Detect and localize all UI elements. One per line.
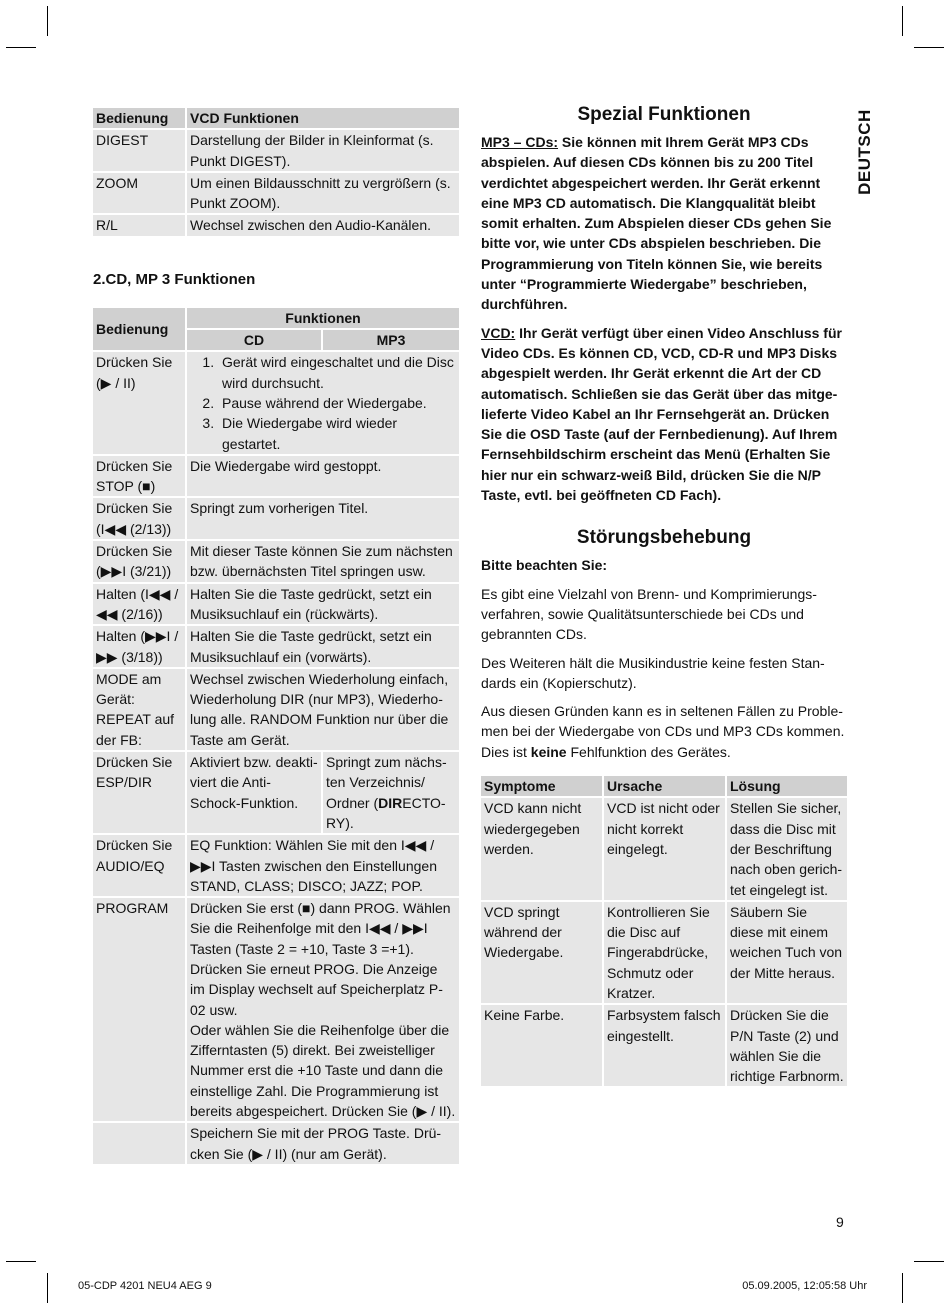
- table-row: [93, 173, 459, 214]
- troubleshooting-table: [479, 774, 849, 1088]
- right-column: [481, 104, 847, 1088]
- table-cell: VCD springt während der Wiedergabe.: [481, 902, 602, 1003]
- crop-mark: [47, 6, 48, 36]
- table-header: VCD Funktionen: [187, 108, 459, 128]
- table-cell: Keine Farbe.: [481, 1005, 602, 1086]
- paragraph: Des Weiteren hält die Musikindustrie keine festen Stan-dards ein (Kopierschutz).: [481, 654, 825, 691]
- table-cell: [323, 752, 459, 833]
- crop-mark: [914, 47, 944, 48]
- section-title: Spezial Funktionen: [577, 104, 751, 125]
- table-cell: Die Wiedergabe wird gestoppt.: [187, 456, 459, 497]
- table-header: Funktionen: [187, 308, 459, 328]
- table-cell: Speichern Sie mit der PROG Taste. Drü-cken Sie (▶ / II) (nur am Gerät).: [187, 1123, 459, 1164]
- table-cell: Halten Sie die Taste gedrückt, setzt ein Musiksuchlauf ein (vorwärts).: [187, 626, 459, 667]
- paragraph-bold: keine: [530, 743, 567, 760]
- list-item: 3. Die Wiedergabe wird wieder gestartet.: [218, 413, 456, 454]
- table-row: [93, 456, 459, 497]
- cd-mp3-functions-table: [91, 306, 461, 1166]
- paragraph: Es gibt eine Vielzahl von Brenn- und Komprimierungs-verfahren, sowie Qualitätsunterschiede bei CDs und gebrannten CDs.: [481, 585, 817, 643]
- paragraph-lead: VCD:: [481, 324, 516, 341]
- table-cell: Halten Sie die Taste gedrückt, setzt ein Musiksuchlauf ein (rückwärts).: [187, 584, 459, 625]
- table-row: [481, 1005, 847, 1086]
- paragraph: [481, 701, 847, 762]
- table-row: [93, 669, 459, 750]
- table-cell: Drücken Sie (▶▶I (3/21)): [93, 541, 185, 582]
- paragraph-text: Aus diesen Gründen kann es in seltenen Fällen zu Proble-men bei der Wiedergabe von CDs und MP3 CDs kommen. Dies ist: [481, 703, 845, 760]
- table-cell: Drücken Sie STOP (■): [93, 456, 185, 497]
- cell-text: Springt zum nächs-ten Verzeichnis/ Ordner (: [326, 754, 447, 811]
- table-row: [93, 498, 459, 539]
- list-item: 2. Pause während der Wiedergabe.: [218, 393, 456, 413]
- section-title: Störungsbehebung: [576, 527, 752, 549]
- paragraph-text: Sie können mit Ihrem Gerät MP3 CDs abspielen. Auf diesen CDs können bis zu 200 Titel verdichtet abgespeichert werden. Ihr Gerät erkennt eine MP3 CD automatisch. Die Klangqualität bleibt somit erhalten. Zum Abspielen dieser CDs gehen Sie bitte vor, wie unter CDs abspielen beschrieben. Die Programmierung von Titeln können Sie, wie bereits unter “Programmierte Wiedergabe” beschrieben, durchführen.: [481, 134, 832, 313]
- paragraph: [481, 323, 847, 506]
- cell-line: Drücken Sie erneut PROG. Die Anzeige im Display wechselt auf Speicherplatz P-02 usw.: [190, 960, 443, 1018]
- table-row: [93, 752, 459, 833]
- table-header: Lösung: [727, 776, 847, 796]
- section-heading: 2.CD, MP 3 Funktionen: [93, 270, 256, 288]
- table-cell: ZOOM: [93, 173, 185, 214]
- left-column: [93, 106, 459, 1166]
- table-cell: [187, 898, 459, 1121]
- table-cell: Drücken Sie ESP/DIR: [93, 752, 185, 833]
- table-row: [93, 541, 459, 582]
- paragraph-text: Fehlfunktion des Gerätes.: [566, 743, 731, 760]
- table-cell: Drücken Sie (I◀◀ (2/13)): [93, 498, 185, 539]
- paragraph-text: Ihr Gerät verfügt über einen Video Anschluss für Video CDs. Es können CD, VCD, CD-R und MP3 Disks abgespielt werden. Ihr Gerät erkennt die Art der CD automatisch. Schließen sie das Gerät über das mitge-lieferte Video Kabel an Ihr Fernsehgerät an. Drücken Sie die OSD Taste (auf der Fernbedienung). Auf Ihrem Fernsehbildschirm erscheint das Menü (Erhalten Sie hier nur ein schwarz-weiß Bild, drücken Sie die N/P Taste, evtl. bei geöffneten CD Fach).: [481, 324, 842, 504]
- footer-timestamp: 05.09.2005, 12:05:58 Uhr: [742, 1280, 867, 1292]
- table-header: Bedienung: [93, 108, 185, 128]
- list-item: 1. Gerät wird eingeschaltet und die Disc wird durchsucht.: [218, 352, 456, 393]
- table-header: CD: [187, 330, 321, 350]
- crop-mark: [47, 1273, 48, 1303]
- table-row: [481, 798, 847, 899]
- table-cell: Mit dieser Taste können Sie zum nächsten bzw. übernächsten Titel springen usw.: [187, 541, 459, 582]
- table-cell: EQ Funktion: Wählen Sie mit den I◀◀ / ▶▶I Tasten zwischen den Einstellungen STAND, CLASS; DISCO; JAZZ; POP.: [187, 835, 459, 896]
- table-header: Symptome: [481, 776, 602, 796]
- table-row: [93, 130, 459, 171]
- table-row: [93, 626, 459, 667]
- table-cell: MODE am Gerät: REPEAT auf der FB:: [93, 669, 185, 750]
- table-cell: Drücken Sie AUDIO/EQ: [93, 835, 185, 896]
- table-cell: PROGRAM: [93, 898, 185, 1121]
- table-cell: Halten (▶▶I / ▶▶ (3/18)): [93, 626, 185, 667]
- table-cell: Farbsystem falsch eingestellt.: [604, 1005, 725, 1086]
- table-row: [93, 352, 459, 453]
- crop-mark: [6, 47, 36, 48]
- table-row: [481, 902, 847, 1003]
- table-cell: DIGEST: [93, 130, 185, 171]
- language-label: DEUTSCH: [855, 109, 874, 195]
- table-cell: VCD kann nicht wiedergegeben werden.: [481, 798, 602, 899]
- table-cell: Säubern Sie diese mit einem weichen Tuch von der Mitte heraus.: [727, 902, 847, 1003]
- table-cell: Drücken Sie (▶ / II): [93, 352, 185, 453]
- footer-file-info: 05-CDP 4201 NEU4 AEG 9: [78, 1280, 212, 1292]
- cell-text: ECTO-RY).: [326, 794, 446, 831]
- paragraph: [481, 132, 847, 315]
- table-cell: Wechsel zwischen den Audio-Kanälen.: [187, 215, 459, 235]
- crop-mark: [902, 6, 903, 36]
- table-cell: Aktiviert bzw. deakti-viert die Anti-Schock-Funktion.: [187, 752, 321, 833]
- table-row: [93, 1123, 459, 1164]
- table-cell: Um einen Bildausschnitt zu vergrößern (s. Punkt ZOOM).: [187, 173, 459, 214]
- table-cell: VCD ist nicht oder nicht korrekt eingelegt.: [604, 798, 725, 899]
- table-header: MP3: [323, 330, 459, 350]
- crop-mark: [914, 1261, 944, 1262]
- cell-line: Oder wählen Sie die Reihenfolge über die Zifferntasten (5) direkt. Bei zweistelliger Nummer erst die +10 Taste und dann die einstellige Zahl. Die Programmierung ist bereits abgespeichert. Drücken Sie (▶ / II).: [190, 1021, 456, 1120]
- table-row: [93, 215, 459, 235]
- table-row: [93, 835, 459, 896]
- table-cell: Drücken Sie die P/N Taste (2) und wählen Sie die richtige Farbnorm.: [727, 1005, 847, 1086]
- table-cell: Stellen Sie sicher, dass die Disc mit der Beschriftung nach oben gerich-tet eingelegt ist.: [727, 798, 847, 899]
- cell-text-bold: DIR: [378, 794, 403, 811]
- numbered-list: [190, 352, 456, 453]
- table-row: [93, 898, 459, 1121]
- table-cell: Springt zum vorherigen Titel.: [187, 498, 459, 539]
- table-cell: Halten (I◀◀ / ◀◀ (2/16)): [93, 584, 185, 625]
- table-cell: [93, 1123, 185, 1164]
- crop-mark: [6, 1261, 36, 1262]
- note-heading: Bitte beachten Sie:: [481, 557, 608, 574]
- table-cell: Wechsel zwischen Wiederholung einfach, Wiederholung DIR (nur MP3), Wiederho-lung alle. RANDOM Funktion nur über die Taste am Gerät.: [187, 669, 459, 750]
- table-cell: Darstellung der Bilder in Kleinformat (s. Punkt DIGEST).: [187, 130, 459, 171]
- table-header: Ursache: [604, 776, 725, 796]
- table-cell: Kontrollieren Sie die Disc auf Fingerabdrücke, Schmutz oder Kratzer.: [604, 902, 725, 1003]
- table-cell: R/L: [93, 215, 185, 235]
- page-number: 9: [836, 1214, 844, 1230]
- table-cell: [187, 352, 459, 453]
- paragraph-lead: MP3 – CDs:: [481, 134, 559, 150]
- table-header: Bedienung: [93, 308, 185, 351]
- crop-mark: [902, 1273, 903, 1303]
- table-row: [93, 584, 459, 625]
- cell-line: Drücken Sie erst (■) dann PROG. Wählen Sie die Reihenfolge mit den I◀◀ / ▶▶I Tasten (Taste 2 = +10, Taste 3 =+1).: [190, 900, 451, 957]
- vcd-functions-table: [91, 106, 461, 238]
